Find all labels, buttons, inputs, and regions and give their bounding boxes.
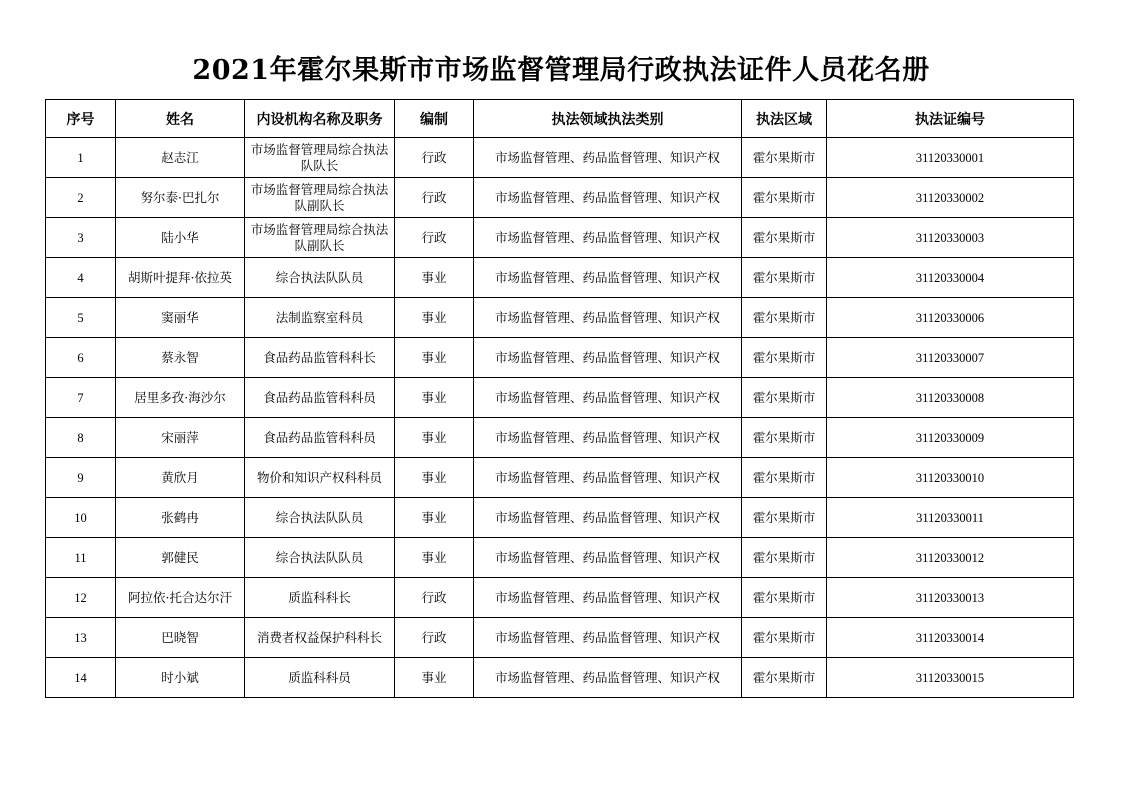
page-title: 2021年霍尔果斯市市场监督管理局行政执法证件人员花名册 <box>192 55 930 86</box>
header-region: 执法区域 <box>742 100 827 138</box>
cell-region: 霍尔果斯市 <box>742 498 827 538</box>
cell-name: 居里多孜·海沙尔 <box>116 378 245 418</box>
cell-region: 霍尔果斯市 <box>742 538 827 578</box>
cell-cert: 31120330006 <box>827 298 1074 338</box>
cell-name: 阿拉依·托合达尔汗 <box>116 578 245 618</box>
table-row <box>46 218 1074 258</box>
roster-table <box>45 99 1074 698</box>
cell-field: 市场监督管理、药品监督管理、知识产权 <box>474 658 742 698</box>
cell-dept: 市场监督管理局综合执法队队长 <box>245 138 395 178</box>
cell-seq: 14 <box>46 658 116 698</box>
cell-dept: 综合执法队队员 <box>245 258 395 298</box>
cell-field: 市场监督管理、药品监督管理、知识产权 <box>474 258 742 298</box>
cell-name: 黄欣月 <box>116 458 245 498</box>
table-row <box>46 498 1074 538</box>
cell-seq: 12 <box>46 578 116 618</box>
cell-region: 霍尔果斯市 <box>742 658 827 698</box>
cell-cert: 31120330002 <box>827 178 1074 218</box>
cell-seq: 13 <box>46 618 116 658</box>
cell-region: 霍尔果斯市 <box>742 298 827 338</box>
table-row <box>46 258 1074 298</box>
cell-staffing: 事业 <box>395 298 474 338</box>
header-seq: 序号 <box>46 100 116 138</box>
cell-name: 郭健民 <box>116 538 245 578</box>
header-staffing: 编制 <box>395 100 474 138</box>
cell-region: 霍尔果斯市 <box>742 178 827 218</box>
cell-dept: 综合执法队队员 <box>245 498 395 538</box>
table-row <box>46 378 1074 418</box>
cell-staffing: 事业 <box>395 458 474 498</box>
cell-region: 霍尔果斯市 <box>742 218 827 258</box>
cell-staffing: 事业 <box>395 418 474 458</box>
cell-region: 霍尔果斯市 <box>742 258 827 298</box>
cell-cert: 31120330001 <box>827 138 1074 178</box>
cell-cert: 31120330007 <box>827 338 1074 378</box>
table-row <box>46 138 1074 178</box>
cell-seq: 3 <box>46 218 116 258</box>
cell-field: 市场监督管理、药品监督管理、知识产权 <box>474 538 742 578</box>
header-field: 执法领域执法类别 <box>474 100 742 138</box>
cell-cert: 31120330010 <box>827 458 1074 498</box>
cell-name: 巴晓智 <box>116 618 245 658</box>
cell-staffing: 事业 <box>395 338 474 378</box>
cell-staffing: 行政 <box>395 218 474 258</box>
table-body <box>46 138 1074 698</box>
cell-staffing: 事业 <box>395 258 474 298</box>
header-name: 姓名 <box>116 100 245 138</box>
cell-field: 市场监督管理、药品监督管理、知识产权 <box>474 578 742 618</box>
cell-field: 市场监督管理、药品监督管理、知识产权 <box>474 498 742 538</box>
cell-staffing: 事业 <box>395 658 474 698</box>
cell-region: 霍尔果斯市 <box>742 138 827 178</box>
cell-staffing: 行政 <box>395 138 474 178</box>
cell-region: 霍尔果斯市 <box>742 378 827 418</box>
cell-field: 市场监督管理、药品监督管理、知识产权 <box>474 338 742 378</box>
cell-name: 张鹤冉 <box>116 498 245 538</box>
cell-cert: 31120330008 <box>827 378 1074 418</box>
cell-dept: 消费者权益保护科科长 <box>245 618 395 658</box>
cell-name: 蔡永智 <box>116 338 245 378</box>
cell-seq: 10 <box>46 498 116 538</box>
cell-dept: 法制监察室科员 <box>245 298 395 338</box>
cell-cert: 31120330013 <box>827 578 1074 618</box>
cell-cert: 31120330014 <box>827 618 1074 658</box>
cell-region: 霍尔果斯市 <box>742 618 827 658</box>
cell-seq: 6 <box>46 338 116 378</box>
cell-dept: 食品药品监管科科员 <box>245 418 395 458</box>
cell-field: 市场监督管理、药品监督管理、知识产权 <box>474 618 742 658</box>
cell-name: 胡斯叶提拜·依拉英 <box>116 258 245 298</box>
cell-region: 霍尔果斯市 <box>742 578 827 618</box>
cell-dept: 综合执法队队员 <box>245 538 395 578</box>
cell-dept: 质监科科长 <box>245 578 395 618</box>
cell-field: 市场监督管理、药品监督管理、知识产权 <box>474 458 742 498</box>
cell-seq: 5 <box>46 298 116 338</box>
cell-staffing: 事业 <box>395 538 474 578</box>
cell-cert: 31120330003 <box>827 218 1074 258</box>
cell-seq: 1 <box>46 138 116 178</box>
cell-name: 赵志江 <box>116 138 245 178</box>
cell-name: 努尔泰·巴扎尔 <box>116 178 245 218</box>
cell-field: 市场监督管理、药品监督管理、知识产权 <box>474 378 742 418</box>
cell-staffing: 事业 <box>395 498 474 538</box>
cell-cert: 31120330011 <box>827 498 1074 538</box>
cell-staffing: 行政 <box>395 578 474 618</box>
cell-name: 陆小华 <box>116 218 245 258</box>
cell-staffing: 行政 <box>395 618 474 658</box>
cell-field: 市场监督管理、药品监督管理、知识产权 <box>474 298 742 338</box>
cell-field: 市场监督管理、药品监督管理、知识产权 <box>474 418 742 458</box>
cell-dept: 物价和知识产权科科员 <box>245 458 395 498</box>
cell-cert: 31120330012 <box>827 538 1074 578</box>
cell-cert: 31120330015 <box>827 658 1074 698</box>
table-row <box>46 298 1074 338</box>
cell-seq: 11 <box>46 538 116 578</box>
cell-staffing: 事业 <box>395 378 474 418</box>
cell-name: 时小斌 <box>116 658 245 698</box>
cell-seq: 4 <box>46 258 116 298</box>
table-row <box>46 338 1074 378</box>
table-row <box>46 178 1074 218</box>
cell-field: 市场监督管理、药品监督管理、知识产权 <box>474 218 742 258</box>
cell-region: 霍尔果斯市 <box>742 458 827 498</box>
cell-field: 市场监督管理、药品监督管理、知识产权 <box>474 138 742 178</box>
cell-region: 霍尔果斯市 <box>742 418 827 458</box>
table-header-row <box>46 100 1074 138</box>
cell-seq: 7 <box>46 378 116 418</box>
cell-cert: 31120330004 <box>827 258 1074 298</box>
cell-staffing: 行政 <box>395 178 474 218</box>
cell-region: 霍尔果斯市 <box>742 338 827 378</box>
header-cert: 执法证编号 <box>827 100 1074 138</box>
cell-dept: 食品药品监管科科长 <box>245 338 395 378</box>
cell-seq: 9 <box>46 458 116 498</box>
cell-seq: 8 <box>46 418 116 458</box>
table-row <box>46 458 1074 498</box>
table-row <box>46 658 1074 698</box>
cell-dept: 食品药品监管科科员 <box>245 378 395 418</box>
cell-dept: 质监科科员 <box>245 658 395 698</box>
table-row <box>46 418 1074 458</box>
cell-name: 宋丽萍 <box>116 418 245 458</box>
table-row <box>46 578 1074 618</box>
header-dept: 内设机构名称及职务 <box>245 100 395 138</box>
table-row <box>46 618 1074 658</box>
cell-field: 市场监督管理、药品监督管理、知识产权 <box>474 178 742 218</box>
cell-dept: 市场监督管理局综合执法队副队长 <box>245 218 395 258</box>
cell-cert: 31120330009 <box>827 418 1074 458</box>
table-row <box>46 538 1074 578</box>
cell-name: 窦丽华 <box>116 298 245 338</box>
cell-seq: 2 <box>46 178 116 218</box>
cell-dept: 市场监督管理局综合执法队副队长 <box>245 178 395 218</box>
